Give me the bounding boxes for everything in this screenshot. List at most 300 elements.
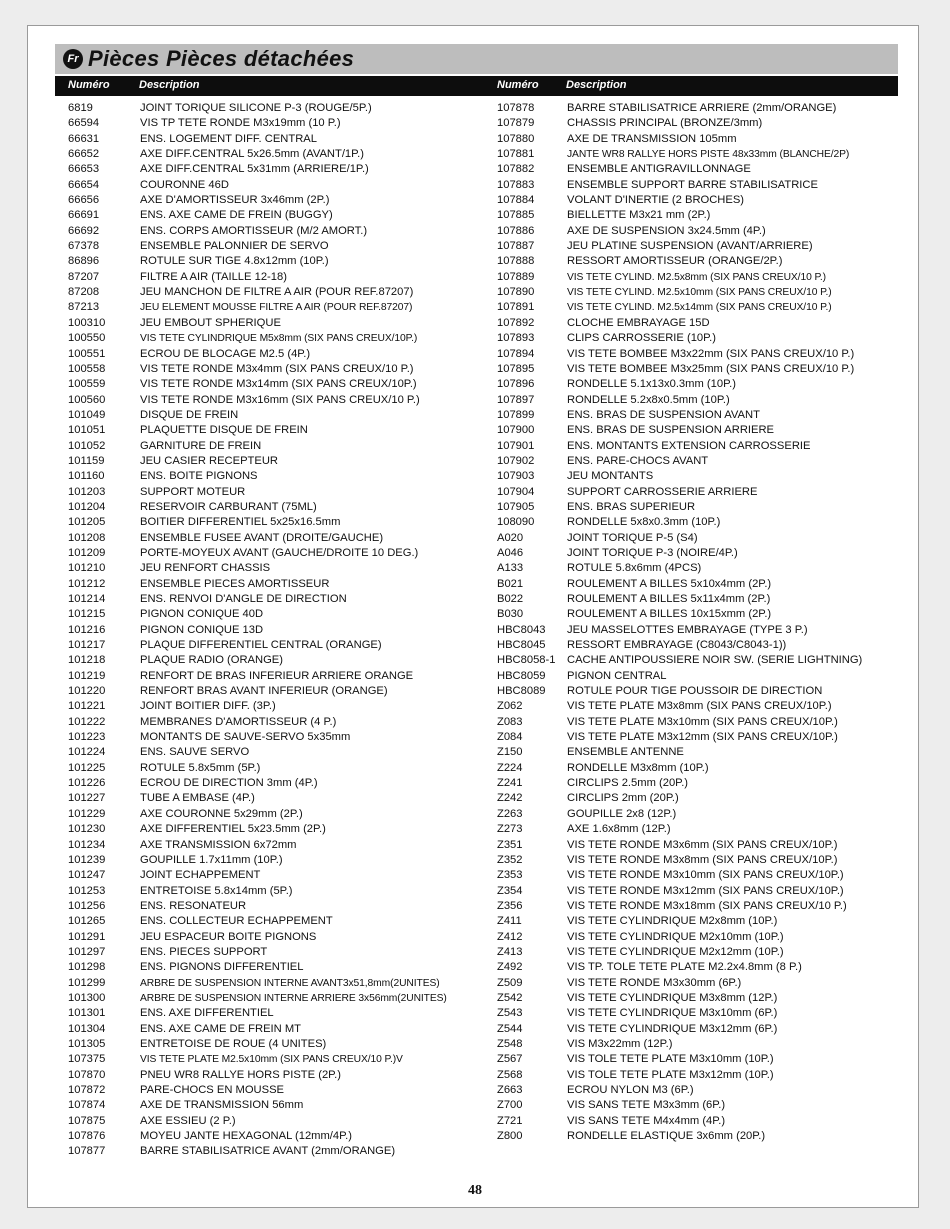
part-description: RONDELLE 5.1x13x0.3mm (10P.) (567, 378, 736, 391)
part-number: Z150 (497, 746, 523, 759)
part-number: 107885 (497, 209, 535, 222)
part-description: TUBE A EMBASE (4P.) (140, 792, 255, 805)
part-description: CHASSIS PRINCIPAL (BRONZE/3mm) (567, 117, 763, 130)
part-number: 101226 (68, 777, 106, 790)
part-number: 101225 (68, 761, 106, 774)
part-description: ENS. AXE DIFFERENTIEL (140, 1007, 274, 1020)
part-number: HBC8058-1 (497, 654, 556, 667)
part-description: JOINT TORIQUE P-3 (NOIRE/4P.) (567, 546, 738, 559)
part-number: Z412 (497, 930, 523, 943)
part-description: ENS. PIGNONS DIFFERENTIEL (140, 961, 304, 974)
table-row (497, 684, 897, 699)
table-row (497, 347, 897, 362)
table-row (497, 976, 897, 991)
table-row (497, 254, 897, 269)
part-number: Z413 (497, 945, 523, 958)
table-row (497, 592, 897, 607)
part-number: 101304 (68, 1022, 106, 1035)
part-description: VIS TETE CYLINDRIQUE M3x8mm (12P.) (567, 991, 778, 1004)
part-description: VIS TETE CYLINDRIQUE M3x12mm (6P.) (567, 1022, 778, 1035)
table-row (68, 393, 498, 408)
table-row (497, 531, 897, 546)
part-number: Z542 (497, 991, 523, 1004)
part-description: VIS TETE RONDE M3x16mm (SIX PANS CREUX/10 P.) (140, 393, 420, 406)
table-row (497, 316, 897, 331)
part-number: 66652 (68, 148, 100, 161)
part-description: AXE DIFFERENTIEL 5x23.5mm (2P.) (140, 823, 326, 836)
table-row (497, 960, 897, 975)
part-number: Z353 (497, 869, 523, 882)
table-row (68, 853, 498, 868)
part-number: 107900 (497, 424, 535, 437)
part-description: ENS. BOITE PIGNONS (140, 470, 258, 483)
table-row (68, 408, 498, 423)
part-number: Z242 (497, 792, 523, 805)
page-title: Pièces Pièces détachées (88, 46, 355, 71)
part-number: 107904 (497, 485, 535, 498)
table-row (497, 607, 897, 622)
part-description: ROTULE POUR TIGE POUSSOIR DE DIRECTION (567, 685, 823, 698)
part-number: 87213 (68, 301, 100, 314)
part-description: JEU ELEMENT MOUSSE FILTRE A AIR (POUR REF.87207) (140, 302, 413, 314)
table-row (497, 730, 897, 745)
part-number: 101297 (68, 945, 106, 958)
table-row (497, 162, 897, 177)
table-row (497, 1129, 897, 1144)
part-number: 6819 (68, 102, 93, 114)
part-number: 107886 (497, 224, 535, 237)
part-number: 101159 (68, 454, 105, 467)
part-number: 107890 (497, 286, 535, 299)
table-row (497, 699, 897, 714)
part-description: RONDELLE 5x8x0.3mm (10P.) (567, 516, 721, 529)
part-number: 101234 (68, 838, 106, 851)
part-description: RENFORT BRAS AVANT INFERIEUR (ORANGE) (140, 685, 388, 698)
table-row (68, 776, 498, 791)
part-description: PNEU WR8 RALLYE HORS PISTE (2P.) (140, 1068, 342, 1081)
part-number: 107905 (497, 500, 535, 513)
part-number: 101301 (68, 1007, 106, 1020)
table-row (497, 439, 897, 454)
part-description: MEMBRANES D'AMORTISSEUR (4 P.) (140, 715, 337, 728)
part-number: 107893 (497, 332, 535, 345)
part-description: AXE ESSIEU (2 P.) (140, 1114, 236, 1127)
part-description: BARRE STABILISATRICE AVANT (2mm/ORANGE) (140, 1145, 396, 1158)
part-number: Z224 (497, 761, 523, 774)
table-row (68, 147, 498, 162)
part-description: JEU MANCHON DE FILTRE A AIR (POUR REF.87207) (140, 286, 414, 299)
part-description: ENS. LOGEMENT DIFF. CENTRAL (140, 132, 317, 145)
table-row (497, 884, 897, 899)
part-number: 107899 (497, 408, 535, 421)
table-row (497, 1098, 897, 1113)
table-row (497, 1114, 897, 1129)
table-row (68, 638, 498, 653)
table-row (68, 592, 498, 607)
table-row (68, 270, 498, 285)
parts-column-right (497, 101, 897, 1144)
part-description: VIS TETE CYLINDRIQUE M3x10mm (6P.) (567, 1007, 778, 1020)
part-description: JOINT TORIQUE SILICONE P-3 (ROUGE/5P.) (140, 102, 372, 114)
part-number: A046 (497, 546, 524, 559)
part-description: CACHE ANTIPOUSSIERE NOIR SW. (SERIE LIGHTNING) (567, 654, 863, 667)
table-row (497, 945, 897, 960)
part-description: BARRE STABILISATRICE ARRIERE (2mm/ORANGE) (567, 102, 837, 114)
table-row (497, 1068, 897, 1083)
table-row (68, 469, 498, 484)
part-number: 101049 (68, 408, 106, 421)
part-number: Z352 (497, 853, 523, 866)
part-description: AXE COURONNE 5x29mm (2P.) (140, 807, 303, 820)
table-row (497, 377, 897, 392)
table-row (68, 101, 498, 116)
part-description: ENS. BRAS DE SUSPENSION AVANT (567, 408, 760, 421)
part-description: ARBRE DE SUSPENSION INTERNE ARRIERE 3x56mm(2UNITES) (140, 992, 447, 1004)
part-number: 108090 (497, 516, 535, 529)
part-description: ENS. MONTANTS EXTENSION CARROSSERIE (567, 439, 811, 452)
part-number: B030 (497, 608, 524, 621)
part-description: VIS TETE CYLINDRIQUE M2x8mm (10P.) (567, 915, 778, 928)
table-row (68, 822, 498, 837)
part-description: VIS TETE RONDE M3x18mm (SIX PANS CREUX/10 P.) (567, 899, 847, 912)
table-row (68, 1083, 498, 1098)
table-row (497, 1006, 897, 1021)
part-description: FILTRE A AIR (TAILLE 12-18) (140, 270, 287, 283)
part-number: HBC8089 (497, 685, 546, 698)
table-row (68, 607, 498, 622)
part-number: 107880 (497, 132, 535, 145)
part-number: 101160 (68, 470, 105, 483)
part-description: CIRCLIPS 2mm (20P.) (567, 792, 679, 805)
part-description: PORTE-MOYEUX AVANT (GAUCHE/DROITE 10 DEG.) (140, 546, 419, 559)
part-description: ARBRE DE SUSPENSION INTERNE AVANT3x51,8mm(2UNITES) (140, 977, 440, 989)
table-row (68, 178, 498, 193)
part-description: RESSORT AMORTISSEUR (ORANGE/2P.) (567, 255, 783, 268)
table-row (68, 193, 498, 208)
part-description: VIS TETE RONDE M3x10mm (SIX PANS CREUX/10P.) (567, 869, 844, 882)
table-row (497, 454, 897, 469)
part-number: A133 (497, 562, 524, 575)
part-number: 101216 (68, 623, 106, 636)
part-number: 101209 (68, 546, 106, 559)
table-row (497, 853, 897, 868)
table-row (497, 914, 897, 929)
part-number: 107875 (68, 1114, 106, 1127)
part-description: BIELLETTE M3x21 mm (2P.) (567, 209, 711, 222)
table-row (497, 761, 897, 776)
part-description: VIS TETE CYLIND. M2.5x10mm (SIX PANS CREUX/10 P.) (567, 287, 832, 299)
part-number: 87207 (68, 270, 100, 283)
table-row (497, 485, 897, 500)
table-row (497, 930, 897, 945)
table-row (68, 945, 498, 960)
part-number: HBC8045 (497, 639, 546, 652)
part-number: 101220 (68, 685, 106, 698)
header-number-right: Numéro (497, 79, 539, 91)
part-number: 100560 (68, 393, 106, 406)
part-description: VIS TETE RONDE M3x30mm (6P.) (567, 976, 742, 989)
part-description: VIS TP TETE RONDE M3x19mm (10 P.) (140, 117, 341, 130)
part-number: 101223 (68, 731, 106, 744)
part-description: SUPPORT MOTEUR (140, 485, 246, 498)
part-description: PIGNON CONIQUE 40D (140, 608, 264, 621)
part-number: Z263 (497, 807, 523, 820)
table-row (68, 699, 498, 714)
table-row (68, 1037, 498, 1052)
table-row (497, 101, 897, 116)
part-description: CLIPS CARROSSERIE (10P.) (567, 332, 717, 345)
part-description: VIS TETE RONDE M3x6mm (SIX PANS CREUX/10P.) (567, 838, 838, 851)
part-number: 107897 (497, 393, 535, 406)
part-number: Z492 (497, 961, 523, 974)
part-number: 66654 (68, 178, 100, 191)
table-row (497, 1052, 897, 1067)
table-row (68, 531, 498, 546)
table-row (68, 362, 498, 377)
part-number: 101299 (68, 976, 106, 989)
table-row (68, 1114, 498, 1129)
part-number: Z800 (497, 1130, 523, 1143)
part-description: ENS. PARE-CHOCS AVANT (567, 454, 709, 467)
part-description: RONDELLE ELASTIQUE 3x6mm (20P.) (567, 1130, 766, 1143)
part-description: ECROU NYLON M3 (6P.) (567, 1084, 694, 1096)
table-row (68, 1022, 498, 1037)
part-description: VIS TETE PLATE M2.5x10mm (SIX PANS CREUX/10 P.)V (140, 1054, 403, 1066)
table-row (497, 208, 897, 223)
part-description: AXE D'AMORTISSEUR 3x46mm (2P.) (140, 194, 330, 207)
part-description: AXE DIFF.CENTRAL 5x26.5mm (AVANT/1P.) (140, 148, 365, 161)
table-row (68, 623, 498, 638)
part-description: RESERVOIR CARBURANT (75ML) (140, 500, 317, 513)
part-number: 66631 (68, 132, 100, 145)
part-description: VIS SANS TETE M3x3mm (6P.) (567, 1099, 726, 1112)
table-row (497, 147, 897, 162)
part-number: 107872 (68, 1084, 106, 1096)
part-number: Z351 (497, 838, 523, 851)
part-description: JOINT ECHAPPEMENT (140, 869, 261, 882)
part-description: PLAQUETTE DISQUE DE FREIN (140, 424, 308, 437)
part-description: AXE 1.6x8mm (12P.) (567, 823, 671, 836)
part-description: ENS. CORPS AMORTISSEUR (M/2 AMORT.) (140, 224, 368, 237)
part-number: 100310 (68, 316, 106, 329)
part-number: Z084 (497, 731, 523, 744)
table-row (68, 423, 498, 438)
part-description: VIS TETE RONDE M3x8mm (SIX PANS CREUX/10P.) (567, 853, 838, 866)
part-description: BOITIER DIFFERENTIEL 5x25x16.5mm (140, 516, 341, 529)
table-row (68, 791, 498, 806)
part-description: RONDELLE M3x8mm (10P.) (567, 761, 709, 774)
table-row (68, 715, 498, 730)
table-row (68, 561, 498, 576)
part-description: AXE DIFF.CENTRAL 5x31mm (ARRIERE/1P.) (140, 163, 369, 176)
table-row (497, 546, 897, 561)
part-description: ROULEMENT A BILLES 5x10x4mm (2P.) (567, 577, 772, 590)
table-row (497, 899, 897, 914)
part-description: ENS. BRAS DE SUSPENSION ARRIERE (567, 424, 775, 437)
part-number: 107881 (497, 148, 535, 161)
part-number: 66594 (68, 117, 100, 130)
table-row (497, 1022, 897, 1037)
part-number: 101227 (68, 792, 106, 805)
part-description: PLAQUE RADIO (ORANGE) (140, 654, 283, 667)
part-number: Z700 (497, 1099, 523, 1112)
part-number: 107903 (497, 470, 535, 483)
part-description: PLAQUE DIFFERENTIEL CENTRAL (ORANGE) (140, 639, 382, 652)
part-description: AXE DE SUSPENSION 3x24.5mm (4P.) (567, 224, 766, 237)
part-number: 101239 (68, 853, 106, 866)
table-row (497, 653, 897, 668)
table-row (497, 178, 897, 193)
part-number: 107879 (497, 117, 535, 130)
part-number: 101212 (68, 577, 106, 590)
table-row (68, 515, 498, 530)
part-description: JEU PLATINE SUSPENSION (AVANT/ARRIERE) (567, 240, 813, 253)
part-description: VIS TETE RONDE M3x14mm (SIX PANS CREUX/10P.) (140, 378, 417, 391)
part-number: 101052 (68, 439, 106, 452)
part-number: 101208 (68, 531, 106, 544)
part-number: Z083 (497, 715, 523, 728)
part-number: 101300 (68, 991, 106, 1004)
part-description: ROULEMENT A BILLES 5x11x4mm (2P.) (567, 593, 771, 605)
part-number: Z548 (497, 1037, 523, 1050)
part-description: ENS. BRAS SUPERIEUR (567, 500, 696, 513)
part-number: 101205 (68, 516, 106, 529)
table-row (68, 1098, 498, 1113)
section-title-bar (55, 44, 898, 74)
part-number: 107894 (497, 347, 535, 360)
part-description: RENFORT DE BRAS INFERIEUR ARRIERE ORANGE (140, 669, 414, 682)
part-number: Z663 (497, 1084, 523, 1096)
part-number: 101230 (68, 823, 106, 836)
table-row (68, 239, 498, 254)
part-description: VIS TETE PLATE M3x10mm (SIX PANS CREUX/10P.) (567, 715, 838, 728)
part-number: 66656 (68, 194, 100, 207)
table-row (68, 254, 498, 269)
part-number: 100558 (68, 362, 106, 375)
table-row (68, 960, 498, 975)
table-row (68, 485, 498, 500)
table-row (68, 347, 498, 362)
header-description-right: Description (566, 79, 627, 91)
part-description: ROULEMENT A BILLES 10x15xmm (2P.) (567, 608, 772, 621)
part-number: 107877 (68, 1145, 106, 1158)
table-row (68, 454, 498, 469)
table-row (497, 393, 897, 408)
table-row (497, 822, 897, 837)
part-description: ENS. RENVOI D'ANGLE DE DIRECTION (140, 593, 347, 605)
part-description: ENSEMBLE FUSEE AVANT (DROITE/GAUCHE) (140, 531, 384, 544)
part-number: 87208 (68, 286, 100, 299)
table-row (68, 577, 498, 592)
part-number: 101265 (68, 915, 106, 928)
table-row (497, 285, 897, 300)
table-row (68, 669, 498, 684)
part-number: B022 (497, 593, 524, 605)
part-number: 107876 (68, 1130, 106, 1143)
part-number: 101291 (68, 930, 106, 943)
part-description: ENSEMBLE PIECES AMORTISSEUR (140, 577, 330, 590)
part-number: 66692 (68, 224, 100, 237)
part-number: 107874 (68, 1099, 106, 1112)
part-number: 107375 (68, 1053, 106, 1066)
table-row (68, 285, 498, 300)
table-row (68, 838, 498, 853)
part-number: 101222 (68, 715, 106, 728)
part-description: ROTULE SUR TIGE 4.8x12mm (10P.) (140, 255, 329, 268)
part-description: VIS TETE BOMBEE M3x22mm (SIX PANS CREUX/10 P.) (567, 347, 855, 360)
part-description: AXE TRANSMISSION 6x72mm (140, 838, 297, 851)
part-number: 107892 (497, 316, 535, 329)
table-row (68, 1068, 498, 1083)
part-description: VIS TOLE TETE PLATE M3x12mm (10P.) (567, 1068, 774, 1081)
part-number: 67378 (68, 240, 100, 253)
part-description: ENSEMBLE PALONNIER DE SERVO (140, 240, 329, 253)
table-row (68, 730, 498, 745)
part-number: 107883 (497, 178, 535, 191)
part-number: 101253 (68, 884, 106, 897)
part-number: Z356 (497, 899, 523, 912)
part-description: ENS. COLLECTEUR ECHAPPEMENT (140, 915, 333, 928)
part-description: ENS. AXE CAME DE FREIN (BUGGY) (140, 209, 333, 222)
part-number: 101229 (68, 807, 106, 820)
part-description: ENSEMBLE ANTENNE (567, 746, 684, 759)
table-row (68, 1144, 498, 1159)
part-description: JEU MONTANTS (567, 470, 654, 483)
part-description: CLOCHE EMBRAYAGE 15D (567, 316, 710, 329)
part-number: HBC8059 (497, 669, 546, 682)
table-row (497, 270, 897, 285)
part-description: JOINT BOITIER DIFF. (3P.) (140, 700, 276, 713)
table-row (68, 1006, 498, 1021)
part-description: DISQUE DE FREIN (140, 408, 239, 421)
table-row (497, 500, 897, 515)
language-badge: Fr (63, 49, 83, 69)
part-number: Z568 (497, 1068, 523, 1081)
table-row (497, 776, 897, 791)
part-description: MOYEU JANTE HEXAGONAL (12mm/4P.) (140, 1130, 352, 1143)
table-row (68, 976, 498, 991)
part-number: 101247 (68, 869, 106, 882)
part-number: 107888 (497, 255, 535, 268)
part-number: 66691 (68, 209, 100, 222)
part-number: 100551 (68, 347, 106, 360)
table-row (68, 884, 498, 899)
part-number: 107889 (497, 270, 535, 283)
part-number: 100550 (68, 332, 106, 345)
part-description: ROTULE 5.8x6mm (4PCS) (567, 562, 702, 575)
table-row (497, 224, 897, 239)
table-row (497, 838, 897, 853)
part-number: 107901 (497, 439, 535, 452)
table-row (497, 991, 897, 1006)
table-row (497, 408, 897, 423)
part-description: AXE DE TRANSMISSION 56mm (140, 1099, 304, 1112)
part-description: JEU RENFORT CHASSIS (140, 562, 271, 575)
part-number: 107878 (497, 102, 535, 114)
part-description: VIS TP. TOLE TETE PLATE M2.2x4.8mm (8 P.) (567, 961, 802, 974)
table-row (68, 208, 498, 223)
part-number: 100559 (68, 378, 106, 391)
part-number: 101210 (68, 562, 106, 575)
table-row (68, 500, 498, 515)
table-row (68, 377, 498, 392)
table-row (68, 930, 498, 945)
part-description: SUPPORT CARROSSERIE ARRIERE (567, 485, 758, 498)
part-description: GOUPILLE 2x8 (12P.) (567, 807, 677, 820)
part-description: ENS. PIECES SUPPORT (140, 945, 268, 958)
part-number: 101214 (68, 593, 106, 605)
part-description: ENS. SAUVE SERVO (140, 746, 250, 759)
